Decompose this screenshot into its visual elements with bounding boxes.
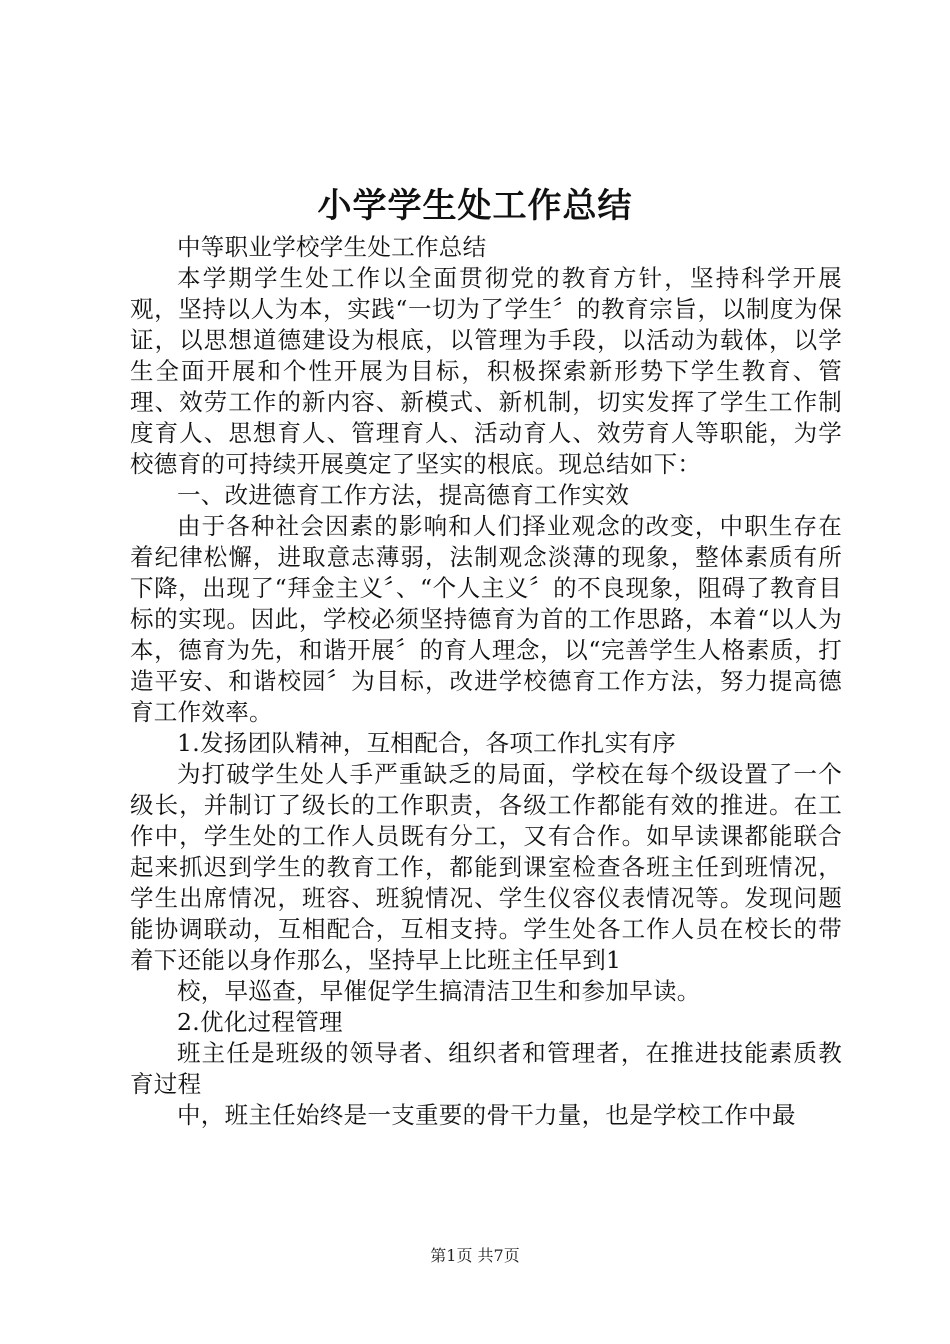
page-footer: 第1页 共7页 xyxy=(430,1246,520,1265)
paragraph-intro: 本学期学生处工作以全面贯彻党的教育方针，坚持科学开展观，坚持以人为本，实践“一切为了学生〞的教育宗旨，以制度为保证，以思想道德建设为根底，以管理为手段，以活动为载体，以学生全面开展和个性开展为目标，积极探索新形势下学生教育、管理、效劳工作的新内容、新模式、新机制，切实发挥了学生工作制度育人、思想育人、管理育人、活动育人、效劳育人等职能，为学校德育的可持续开展奠定了坚实的根底。现总结如下： xyxy=(130,264,842,478)
paragraph-subsection-2: 班主任是班级的领导者、组织者和管理者，在推进技能素质教育过程 xyxy=(130,1039,842,1098)
subheading-2: 2.优化过程管理 xyxy=(177,1008,343,1036)
subheading-1: 1.发扬团队精神，互相配合，各项工作扎实有序 xyxy=(177,729,677,757)
document-title: 小学学生处工作总结 xyxy=(317,186,633,226)
paragraph-section-1: 由于各种社会因素的影响和人们择业观念的改变，中职生存在着纪律松懈，进取意志薄弱，法制观念淡薄的现象，整体素质有所下降，出现了“拜金主义〞、“个人主义〞的不良现象，阻碍了教育目标的实现。因此，学校必须坚持德育为首的工作思路，本着“以人为本，德育为先，和谐开展〞的育人理念，以“完善学生人格素质，打造平安、和谐校园〞为目标，改进学校德育工作方法，努力提高德育工作效率。 xyxy=(130,512,842,726)
paragraph-continuation: 校，早巡查，早催促学生搞清洁卫生和参加早读。 xyxy=(177,977,701,1005)
paragraph-subsection-1: 为打破学生处人手严重缺乏的局面，学校在每个级设置了一个级长，并制订了级长的工作职责，各级工作都能有效的推进。在工作中，学生处的工作人员既有分工，又有合作。如早读课都能联合起来抓迟到学生的教育工作，都能到课室检查各班主任到班情况，学生出席情况，班容、班貌情况、学生仪容仪表情况等。发现问题能协调联动，互相配合，互相支持。学生处各工作人员在校长的带着下还能以身作那么，坚持早上比班主任早到1 xyxy=(130,760,842,974)
paragraph-subsection-2-cont: 中，班主任始终是一支重要的骨干力量，也是学校工作中最 xyxy=(177,1101,796,1129)
section-heading-1: 一、改进德育工作方法，提高德育工作实效 xyxy=(177,481,630,509)
paragraph-subtitle: 中等职业学校学生处工作总结 xyxy=(177,233,487,261)
document-body xyxy=(130,232,842,1131)
